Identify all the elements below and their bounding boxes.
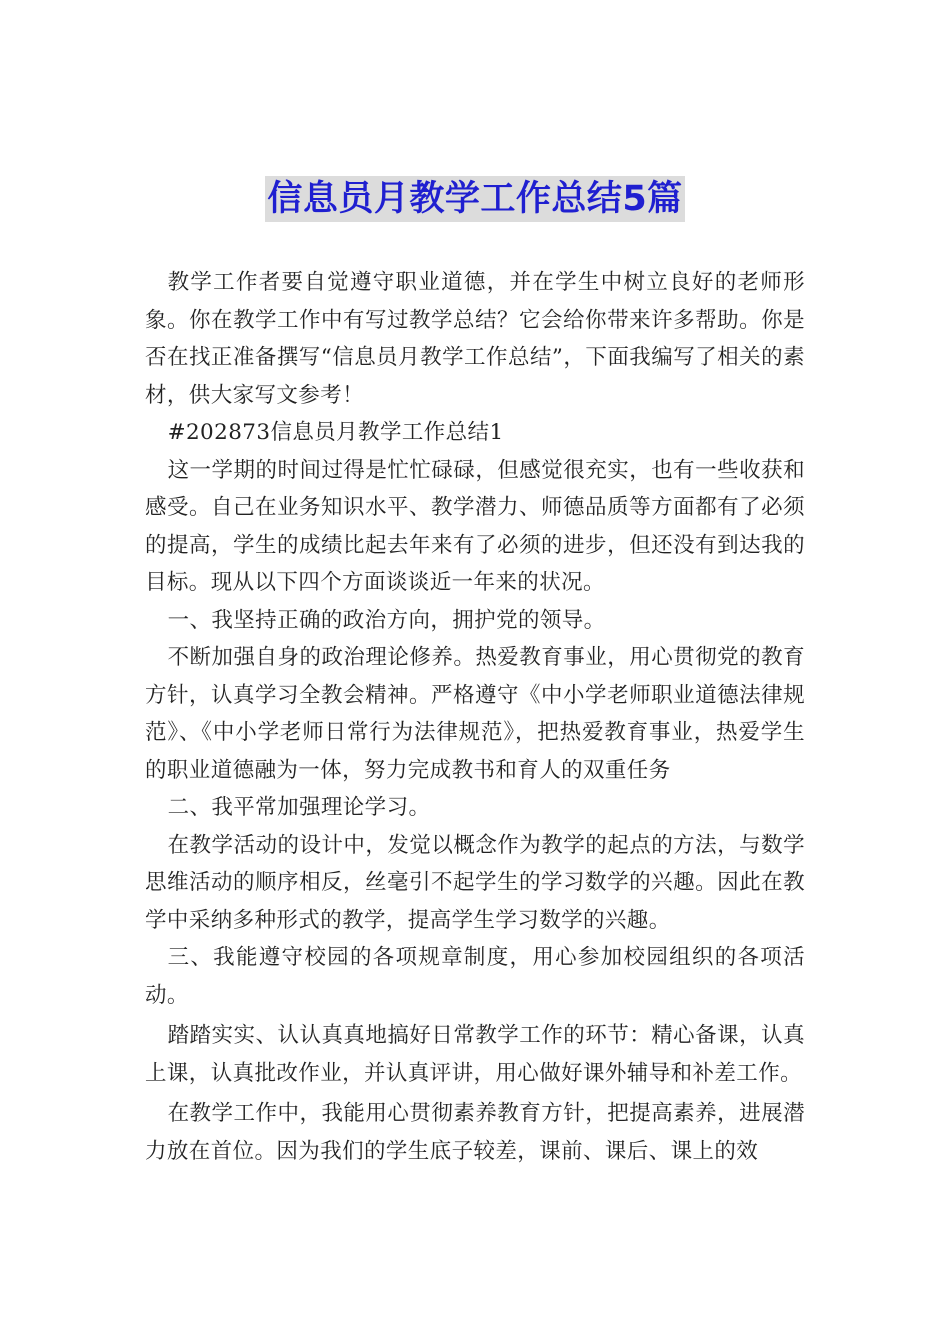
- document-body: [145, 264, 805, 1170]
- title-container: [0, 176, 950, 222]
- body-paragraph: 这一学期的时间过得是忙忙碌碌，但感觉很充实，也有一些收获和感受。自己在业务知识水平、教学潜力、师德品质等方面都有了必须的提高，学生的成绩比起去年来有了必须的进步，但还没有到达我的目标。现从以下四个方面谈谈近一年来的状况。: [145, 457, 805, 595]
- document-title: 信息员月教学工作总结5篇: [265, 176, 684, 222]
- numbered-heading: 二、我平常加强理论学习。: [167, 795, 431, 820]
- body-paragraph: 踏踏实实、认认真真地搞好日常教学工作的环节：精心备课，认真上课，认真批改作业，并认真评讲，用心做好课外辅导和补差工作。: [145, 1023, 805, 1086]
- body-paragraph: 在教学活动的设计中，发觉以概念作为教学的起点的方法，与数学思维活动的顺序相反，丝毫引不起学生的学习数学的兴趣。因此在教学中采纳多种形式的教学，提高学生学习数学的兴趣。: [145, 832, 805, 933]
- body-paragraph: 在教学工作中，我能用心贯彻素养教育方针，把提高素养，进展潜力放在首位。因为我们的学生底子较差，课前、课后、课上的效: [145, 1101, 805, 1164]
- numbered-heading: 三、我能遵守校园的各项规章制度，用心参加校园组织的各项活动。: [145, 945, 805, 1008]
- numbered-heading: 一、我坚持正确的政治方向，拥护党的领导。: [167, 607, 606, 633]
- body-paragraph: 不断加强自身的政治理论修养。热爱教育事业，用心贯彻党的教育方针，认真学习全教会精神。严格遵守《中小学老师职业道德法律规范》、《中小学老师日常行为法律规范》，把热爱教育事业，热爱学生的职业道德融为一体，努力完成教书和育人的双重任务: [145, 645, 805, 783]
- intro-paragraph: 教学工作者要自觉遵守职业道德，并在学生中树立良好的老师形象。你在教学工作中有写过教学总结？它会给你带来许多帮助。你是否在找正准备撰写“信息员月教学工作总结”，下面我编写了相关的素材，供大家写文参考！: [145, 270, 805, 408]
- section-heading: #202873信息员月教学工作总结1: [167, 420, 504, 445]
